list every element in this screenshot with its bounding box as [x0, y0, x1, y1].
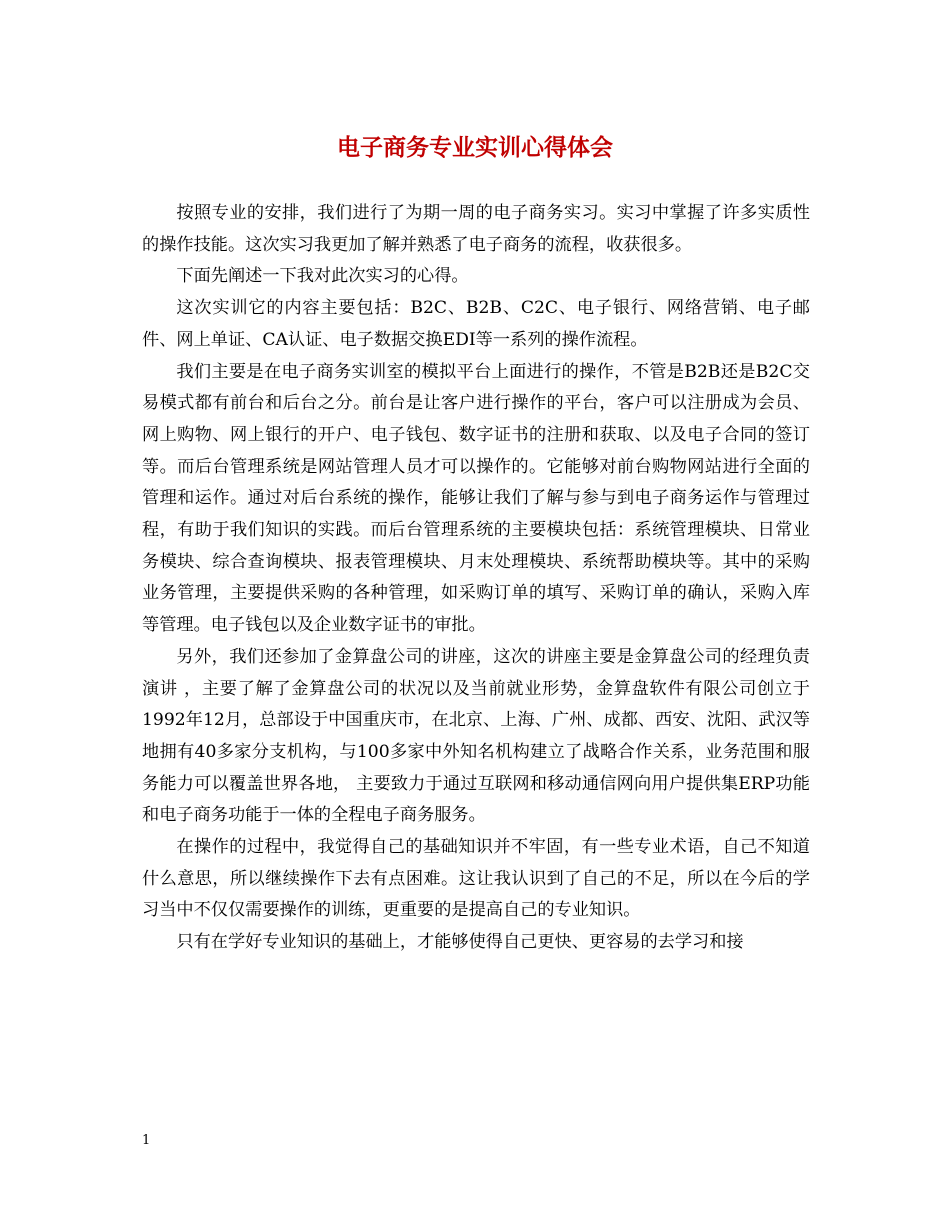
paragraph: 我们主要是在电子商务实训室的模拟平台上面进行的操作，不管是B2B还是B2C交易模式都有前台和后台之分。前台是让客户进行操作的平台，客户可以注册成为会员、网上购物、网上银行的开户、电子钱包、数字证书的注册和获取、以及电子合同的签订等。而后台管理系统是网站管理人员才可以操作的。它能够对前台购物网站进行全面的管理和运作。通过对后台系统的操作，能够让我们了解与参与到电子商务运作与管理过程，有助于我们知识的实践。而后台管理系统的主要模块包括：系统管理模块、日常业务模块、综合查询模块、报表管理模块、月末处理模块、系统帮助模块等。其中的采购业务管理，主要提供采购的各种管理，如采购订单的填写、采购订单的确认，采购入库等管理。电子钱包以及企业数字证书的审批。: [142, 361, 810, 636]
paragraph: 另外，我们还参加了金算盘公司的讲座，这次的讲座主要是金算盘公司的经理负责演讲 ，主要了解了金算盘公司的状况以及当前就业形势，金算盘软件有限公司创立于1992年12月，总部设于中国重庆市，在北京、上海、广州、成都、西安、沈阳、武汉等地拥有40多家分支机构，与100多家中外知名机构建立了战略合作关系，业务范围和服务能力可以覆盖世界各地， 主要致力于通过互联网和移动通信网向用户提供集ERP功能和电子商务功能于一体的全程电子商务服务。: [142, 646, 810, 826]
paragraph: 在操作的过程中，我觉得自己的基础知识并不牢固，有一些专业术语，自己不知道什么意思，所以继续操作下去有点困难。这让我认识到了自己的不足，所以在今后的学习当中不仅仅需要操作的训练，更重要的是提高自己的专业知识。: [142, 837, 810, 921]
paragraph: 按照专业的安排，我们进行了为期一周的电子商务实习。实习中掌握了许多实质性的操作技能。这次实习我更加了解并熟悉了电子商务的流程，收获很多。: [142, 203, 810, 255]
document-title: 电子商务专业实训心得体会: [337, 135, 613, 161]
paragraph: 只有在学好专业知识的基础上，才能够使得自己更快、更容易的去学习和接: [176, 932, 744, 953]
document-body: [142, 198, 810, 959]
page-number: 1: [142, 1133, 151, 1148]
paragraph: 这次实训它的内容主要包括：B2C、B2B、C2C、电子银行、网络营销、电子邮件、网上单证、CA认证、电子数据交换EDI等一系列的操作流程。: [142, 298, 810, 350]
paragraph: 下面先阐述一下我对此次实习的心得。: [176, 266, 469, 287]
